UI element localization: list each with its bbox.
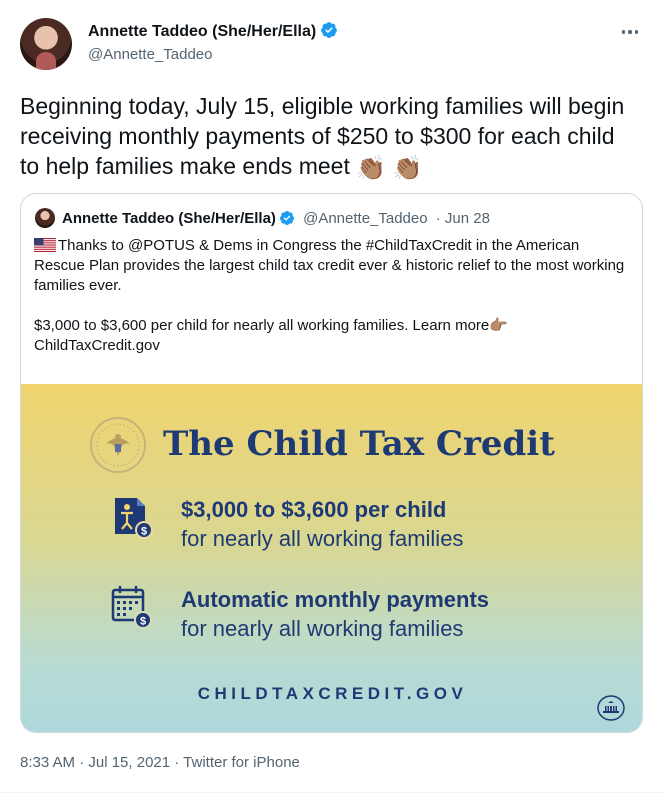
tweet-text xyxy=(20,91,640,181)
child-dollar-icon xyxy=(111,494,155,540)
quote-author-name: Annette Taddeo (She/Her/Ella) xyxy=(62,210,276,227)
author-avatar[interactable] xyxy=(20,18,72,70)
divider xyxy=(0,792,663,793)
row2-subtext: for nearly all working families xyxy=(181,616,464,641)
quote-date: · Jun 28 xyxy=(435,210,490,227)
svg-text:$: $ xyxy=(140,525,148,538)
us-flag-icon xyxy=(34,238,56,252)
more-options-button[interactable] xyxy=(619,22,641,42)
tweet-text-body: Beginning today, July 15, eligible working families will begin receiving monthly payments of $250 to $300 for each child to help families make ends meet xyxy=(20,93,625,179)
quoted-tweet-card[interactable] xyxy=(20,193,643,733)
quote-link[interactable]: ChildTaxCredit.gov xyxy=(34,337,160,354)
verified-badge-icon xyxy=(320,21,338,39)
presidential-seal-icon xyxy=(89,416,147,474)
row1-subtext: for nearly all working families xyxy=(181,526,464,551)
svg-text:$: $ xyxy=(139,615,147,628)
quote-paragraph-2: $3,000 to $3,600 per child for nearly all working families. Learn more👉🏽 xyxy=(34,317,508,334)
more-horizontal-icon xyxy=(622,30,626,34)
quote-text xyxy=(34,236,634,356)
quote-paragraph-1-text: Thanks to @POTUS & Dems in Congress the #ChildTaxCredit in the American Rescue Plan provides the largest child tax credit ever & historic relief to the most working families ever. xyxy=(34,237,625,294)
quote-header xyxy=(62,210,490,227)
verified-badge-icon xyxy=(279,210,295,226)
author-handle[interactable]: @Annette_Taddeo xyxy=(88,46,213,63)
quote-author-handle: @Annette_Taddeo xyxy=(303,210,428,227)
white-house-logo-icon xyxy=(596,694,626,722)
quote-media-image[interactable] xyxy=(21,384,643,733)
media-title: The Child Tax Credit xyxy=(163,424,555,464)
clapping-hands-emoji: 👏🏽 👏🏽 xyxy=(356,155,423,182)
calendar-dollar-icon xyxy=(109,584,153,630)
row1-heading: $3,000 to $3,600 per child xyxy=(181,497,447,522)
row2-heading: Automatic monthly payments xyxy=(181,587,490,612)
author-name[interactable]: Annette Taddeo (She/Her/Ella) xyxy=(88,23,317,40)
quote-author-avatar xyxy=(35,208,55,228)
quote-paragraph-1 xyxy=(34,236,634,296)
tweet-timestamp[interactable]: 8:33 AM · Jul 15, 2021 · Twitter for iPhone xyxy=(20,754,300,771)
media-url: CHILDTAXCREDIT.GOV xyxy=(197,684,468,703)
author-name-row[interactable] xyxy=(88,21,338,41)
